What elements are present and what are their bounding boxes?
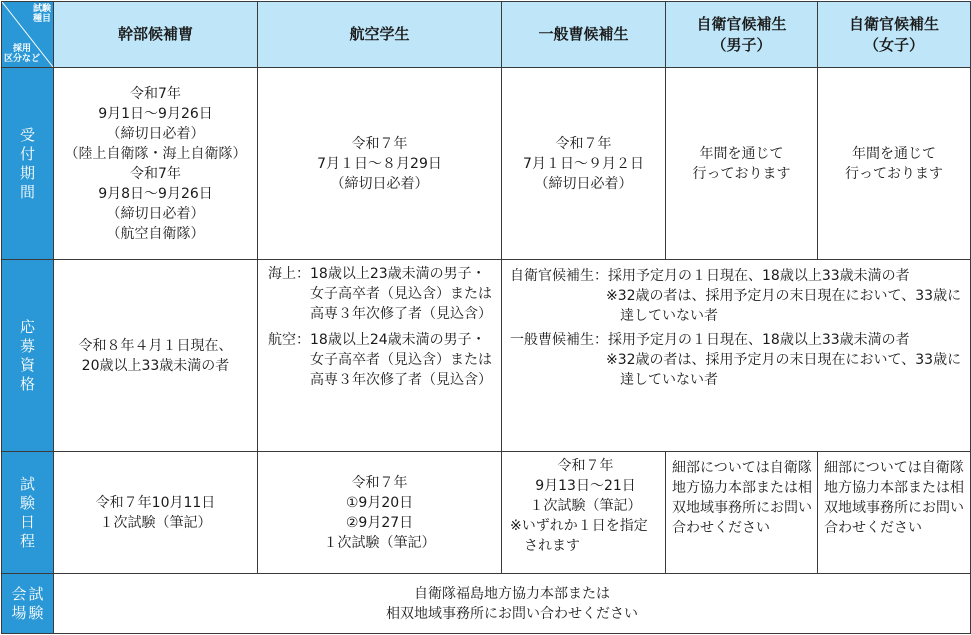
period-ippan: [502, 68, 666, 260]
period-kanbu: [54, 68, 258, 260]
text-line: （締切日必着）: [534, 175, 633, 192]
text-line: 行っております: [845, 165, 943, 182]
vertical-label: 応 募 資 格: [19, 318, 35, 393]
row-venue: [2, 574, 971, 634]
row-period: [2, 68, 971, 260]
air-label: 航空：: [268, 332, 310, 348]
text-line: ①9月20日: [345, 494, 414, 511]
schedule-jieikan-female: 細部については自衛隊地方協力本部または相双地域事務所にお問い合わせください: [818, 452, 971, 574]
schedule-kanbu: [54, 452, 258, 574]
row-schedule: [2, 452, 971, 574]
sea-text: 18歳以上23歳未満の男子・女子高卒者（見込含）または高専３年次修了者（見込含）: [310, 266, 492, 322]
row-label-qualification: [2, 260, 54, 452]
row-label-venue: [2, 574, 54, 634]
col-header-ippan: 一般曹候補生: [502, 2, 666, 68]
recruitment-table: [1, 1, 971, 634]
ippan-qualification: [510, 330, 964, 350]
text-line: （陸上自衛隊・海上自衛隊）: [64, 145, 247, 162]
qualification-ippan-jieikan: [502, 260, 971, 452]
text-line: 年間を通じて: [699, 145, 784, 162]
col-header-kanbu: 幹部候補曹: [54, 2, 258, 68]
text-line: 行っております: [692, 165, 791, 182]
text-line: 9月1日～9月26日: [98, 105, 213, 122]
qualification-koku-sea: [268, 264, 495, 324]
text-line: 20歳以上33歳未満の者: [81, 357, 230, 374]
text-line: 令和７年: [555, 135, 612, 152]
row-label-period: [2, 68, 54, 260]
text-line: 令和７年: [557, 458, 614, 474]
row-label-schedule: [2, 452, 54, 574]
text-line: ②9月27日: [345, 514, 414, 531]
text-line: 令和7年: [130, 85, 181, 102]
jieikan-text: 採用予定月の１日現在、18歳以上33歳未満の者: [608, 268, 910, 284]
text-line: 自衛隊福島地方協力本部または: [414, 585, 610, 602]
ippan-note: ※32歳の者は、採用予定月の末日現在において、33歳に達していない者: [606, 352, 962, 388]
text-line: 7月１日～８月29日: [317, 155, 442, 172]
schedule-ippan: [502, 452, 666, 574]
period-koku: [258, 68, 502, 260]
text-line: 令和８年４月１日現在、: [78, 337, 233, 354]
text-line: 相双地域事務所にお問い合わせください: [386, 605, 638, 622]
vertical-label: 受 付 期 間: [19, 126, 35, 201]
air-text: 18歳以上24歳未満の男子・女子高卒者（見込含）または高専３年次修了者（見込含）: [310, 332, 492, 388]
text-line: 9月13日～21日: [535, 478, 636, 494]
ippan-label: 一般曹候補生：: [510, 332, 608, 348]
text-line: （航空自衛隊）: [106, 225, 205, 242]
text-line: 7月１日～９月２日: [523, 155, 644, 172]
schedule-jieikan-male: 細部については自衛隊地方協力本部または相双地域事務所にお問い合わせください: [666, 452, 818, 574]
corner-cell: [2, 2, 54, 68]
text-line: 年間を通じて: [852, 145, 936, 162]
schedule-koku: [258, 452, 502, 574]
jieikan-qualification: [510, 266, 964, 286]
text-line: 令和７年10月11日: [95, 494, 216, 511]
text-line: 令和７年: [351, 135, 408, 152]
qualification-koku-air: [268, 330, 495, 390]
text-line: 令和７年: [351, 474, 408, 491]
corner-top-label: 試験 種目: [32, 4, 51, 24]
jieikan-note: ※32歳の者は、採用予定月の末日現在において、33歳に達していない者: [606, 288, 962, 324]
ippan-text: 採用予定月の１日現在、18歳以上33歳未満の者: [608, 332, 910, 348]
header-row: [2, 2, 971, 68]
text-line: １次試験（筆記）: [323, 534, 436, 551]
schedule-ippan-note: ※いずれか１日を指定されます: [510, 518, 648, 554]
qualification-kanbu: [54, 260, 258, 452]
row-qualification: [2, 260, 971, 452]
jieikan-label: 自衛官候補生：: [510, 268, 608, 284]
sea-label: 海上：: [268, 266, 310, 282]
venue-all: [54, 574, 971, 634]
text-line: １次試験（筆記）: [529, 498, 642, 514]
text-line: （締切日必着）: [106, 125, 205, 142]
corner-bottom-label: 採用 区分など: [4, 44, 41, 64]
col-header-koku: 航空学生: [258, 2, 502, 68]
text-line: １次試験（筆記）: [99, 514, 212, 531]
qualification-koku: [258, 260, 502, 452]
vertical-label: 試 験 日 程: [19, 475, 35, 550]
vertical-label: 試 験 会 場: [11, 585, 44, 622]
text-line: （締切日必着）: [330, 175, 429, 192]
period-jieikan-male: [666, 68, 818, 260]
col-header-jieikan-male: 自衛官候補生 （男子）: [666, 2, 818, 68]
period-jieikan-female: [818, 68, 971, 260]
text-line: 令和7年: [130, 165, 181, 182]
text-line: 9月8日～9月26日: [98, 185, 213, 202]
text-line: （締切日必着）: [106, 205, 205, 222]
col-header-jieikan-female: 自衛官候補生 （女子）: [818, 2, 971, 68]
